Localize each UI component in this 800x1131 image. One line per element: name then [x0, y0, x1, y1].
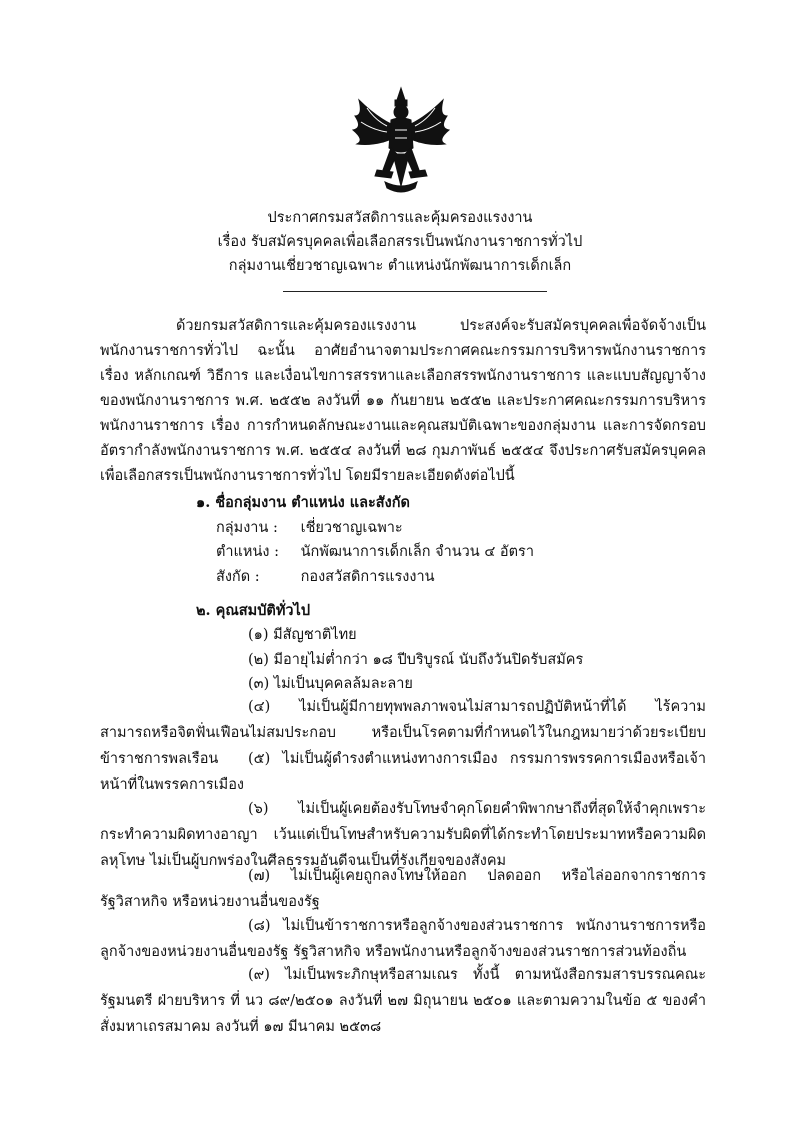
header-divider [283, 291, 547, 292]
intro-paragraph [100, 314, 706, 489]
intro-text: ด้วยกรมสวัสดิการและคุ้มครองแรงงาน ประสงค์จะรับสมัครบุคคลเพื่อจัดจ้างเป็นพนักงานราชการทั่วไป ฉะนั้น อาศัยอำนาจตามประกาศคณะกรรมการบริหารพนักงานราชการ เรื่อง หลักเกณฑ์ วิธีการ และเงื่อนไขการสรรหาและเลือกสรรพนักงานราชการ และแบบสัญญาจ้างของพนักงานราชการ พ.ศ. ๒๕๕๒ ลงวันที่ ๑๑ กันยายน ๒๕๕๒ และประกาศคณะกรรมการบริหารพนักงานราชการ เรื่อง การกำหนดลักษณะงานและคุณสมบัติเฉพาะของกลุ่มงาน และการจัดกรอบอัตรากำลังพนักงานราชการ พ.ศ. ๒๕๕๔ ลงวันที่ ๒๘ กุมภาพันธ์ ๒๕๕๔ จึงประกาศรับสมัครบุคคลเพื่อเลือกสรรเป็นพนักงานราชการทั่วไป โดยมีรายละเอียดดังต่อไปนี้ [100, 318, 706, 484]
qualification-text: (๗) ไม่เป็นผู้เคยถูกลงโทษให้ออก ปลดออก หรือไล่ออกจากราชการ รัฐวิสาหกิจ หรือหน่วยงานอื่นของรัฐ [100, 868, 706, 910]
section1-title: ๑. ชื่อกลุ่มงาน ตำแหน่ง และสังกัด [196, 494, 410, 511]
qualification-item [100, 746, 706, 798]
qualification-item [100, 913, 706, 965]
section1-affiliation [216, 565, 435, 589]
qualification-item: (๑) มีสัญชาติไทย [248, 627, 357, 643]
affiliation-value: กองสวัสดิการแรงงาน [300, 569, 435, 585]
position-value: นักพัฒนาการเด็กเล็ก จำนวน ๔ อัตรา [300, 544, 534, 560]
qualification-item [100, 962, 706, 1040]
qualification-text: (๔) ไม่เป็นผู้มีกายทุพพลภาพจนไม่สามารถปฏิบัติหน้าที่ได้ ไร้ความสามารถหรือจิตฟั่นเฟือนไม่สมประกอบ หรือเป็นโรคตามที่กำหนดไว้ในกฎหมายว่าด้วยระเบียบข้าราชการพลเรือน [100, 699, 706, 767]
affiliation-label: สังกัด : [216, 569, 260, 585]
garuda-emblem-icon [345, 86, 457, 198]
section1-group [216, 516, 403, 540]
group-label: กลุ่มงาน : [216, 520, 278, 536]
section1-position [216, 540, 534, 564]
qualification-item [100, 863, 706, 915]
qualification-text: (๖) ไม่เป็นผู้เคยต้องรับโทษจำคุกโดยคำพิพากษาถึงที่สุดให้จำคุกเพราะกระทำความผิดทางอาญา เว้นแต่เป็นโทษสำหรับความรับผิดที่ได้กระทำโดยประมาทหรือความผิดลหุโทษ ไม่เป็นผู้บกพร่องในศีลธรรมอันดีจนเป็นที่รังเกียจของสังคม [100, 801, 706, 869]
announcement-group: กลุ่มงานเชี่ยวชาญเฉพาะ ตำแหน่งนักพัฒนาการเด็กเล็ก [228, 258, 572, 274]
section2-title: ๒. คุณสมบัติทั่วไป [196, 602, 311, 619]
qualification-item: (๒) มีอายุไม่ต่ำกว่า ๑๘ ปีบริบูรณ์ นับถึงวันปิดรับสมัคร [248, 652, 584, 668]
group-value: เชี่ยวชาญเฉพาะ [300, 520, 403, 536]
announcement-subject: เรื่อง รับสมัครบุคคลเพื่อเลือกสรรเป็นพนักงานราชการทั่วไป [217, 234, 583, 250]
qualification-text: (๕) ไม่เป็นผู้ดำรงตำแหน่งทางการเมือง กรรมการพรรคการเมืองหรือเจ้าหน้าที่ในพรรคการเมือง [100, 751, 706, 793]
qualification-text: (๘) ไม่เป็นข้าราชการหรือลูกจ้างของส่วนราชการ พนักงานราชการหรือลูกจ้างของหน่วยงานอื่นของรัฐ รัฐวิสาหกิจ หรือพนักงานหรือลูกจ้างของส่วนราชการส่วนท้องถิ่น [100, 918, 706, 960]
qualification-text: (๙) ไม่เป็นพระภิกษุหรือสามเณร ทั้งนี้ ตามหนังสือกรมสารบรรณคณะรัฐมนตรี ฝ่ายบริหาร ที่ นว ๘๙/๒๕๐๑ ลงวันที่ ๒๗ มิถุนายน ๒๕๐๑ และตามความในข้อ ๕ ของคำสั่งมหาเถรสมาคม ลงวันที่ ๑๗ มีนาคม ๒๕๓๘ [100, 967, 706, 1035]
position-label: ตำแหน่ง : [216, 544, 279, 560]
qualification-item: (๓) ไม่เป็นบุคคลล้มละลาย [248, 676, 413, 692]
announcement-title: ประกาศกรมสวัสดิการและคุ้มครองแรงงาน [267, 210, 533, 226]
